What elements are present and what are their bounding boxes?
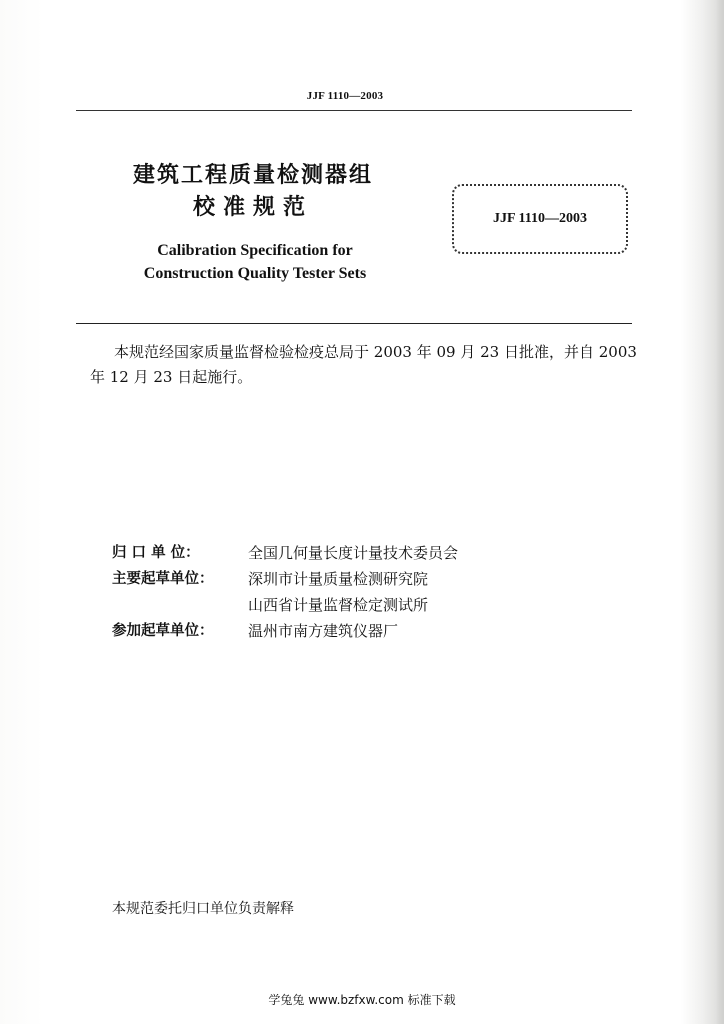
unit-value: 深圳市计量质量检测研究院 [248,570,429,588]
header-standard-code: JJF 1110—2003 [306,90,384,102]
page-edge-shadow [716,0,724,1024]
unit-value: 温州市南方建筑仪器厂 [248,622,399,640]
footer-watermark: 学兔兔 www.bzfxw.com 标准下载 [268,993,456,1007]
approval-statement: 本规范经国家质量监督检验检疫总局于 2003 年 09 月 23 日批准，并自 2003 年 12 月 23 日起施行。 [90,343,637,386]
title-chinese-line2: 校准规范 [192,195,313,220]
unit-label: 主要起草单位： [112,571,214,587]
title-english-line2: Construction Quality Tester Sets [143,265,367,282]
unit-value: 全国几何量长度计量技术委员会 [248,544,459,562]
interpretation-note: 本规范委托归口单位负责解释 [112,901,294,917]
drafting-units [112,540,632,644]
unit-value: 山西省计量监督检定测试所 [248,596,429,614]
unit-row-main-drafter-2 [112,592,632,618]
unit-row-participating [112,618,632,644]
standard-number-stamp [452,184,628,254]
unit-label: 参加起草单位： [112,623,214,639]
unit-row-responsible [112,540,632,566]
title-english-line1: Calibration Specification for [157,242,353,259]
title-separator-rule [76,323,632,324]
unit-label: 归 口 单 位： [112,545,200,561]
stamp-code: JJF 1110—2003 [493,211,587,226]
unit-row-main-drafter [112,566,632,592]
title-chinese-line1: 建筑工程质量检测器组 [132,163,373,188]
header-rule [76,110,632,111]
